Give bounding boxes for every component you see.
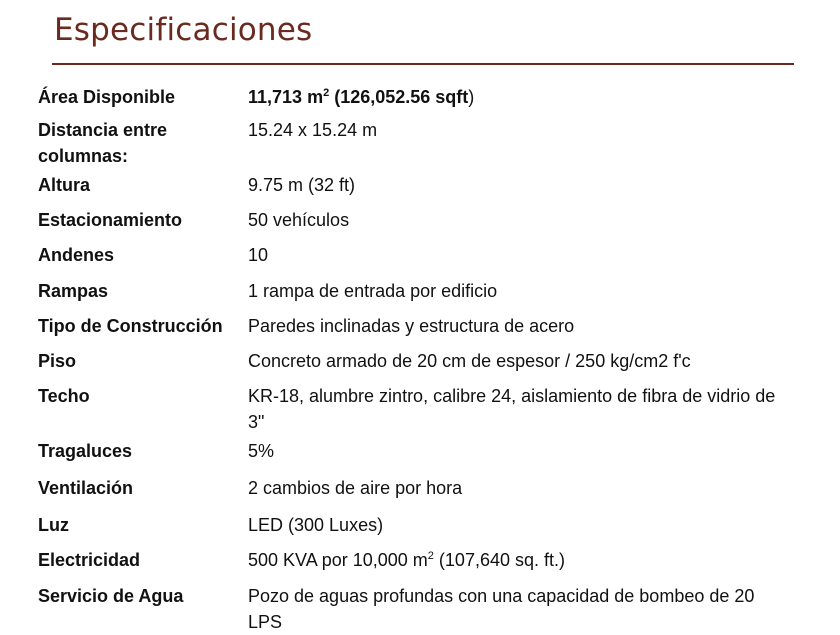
spec-value: Concreto armado de 20 cm de espesor / 250 kg/cm2 f'c (248, 351, 691, 371)
spec-label: Ventilación (38, 478, 134, 498)
spec-value: 9.75 m (32 ft) (248, 175, 356, 195)
spec-value (248, 547, 788, 573)
spec-value-area-tail: ) (468, 87, 475, 107)
spec-label: Electricidad (38, 550, 141, 570)
page-title: Especificaciones (54, 12, 313, 48)
spec-value (248, 84, 788, 110)
spec-label: Altura (38, 175, 91, 195)
spec-value: 50 vehículos (248, 210, 350, 230)
spec-label: Piso (38, 351, 77, 371)
spec-value: 15.24 x 15.24 m (248, 120, 378, 140)
spec-label: Techo (38, 386, 90, 406)
spec-label: Luz (38, 515, 69, 535)
spec-label: Andenes (38, 245, 115, 265)
spec-value-electricity-post: (107,640 sq. ft.) (433, 550, 565, 570)
spec-value: LED (300 Luxes) (248, 515, 384, 535)
spec-label: Área Disponible (38, 87, 176, 107)
spec-value: Pozo de aguas profundas con una capacidad de bombeo de 20 LPS (248, 586, 755, 632)
spec-value-area-sqft: (126,052.56 sqft (329, 87, 469, 107)
spec-label: Estacionamiento (38, 210, 183, 230)
spec-value: 1 rampa de entrada por edificio (248, 281, 498, 301)
spec-value: Paredes inclinadas y estructura de acero (248, 316, 575, 336)
spec-label: Distancia entre columnas: (38, 120, 168, 166)
spec-label: Servicio de Agua (38, 586, 184, 606)
spec-value-electricity-sup: 2 (427, 550, 434, 562)
spec-value: KR-18, alumbre zintro, calibre 24, aislamiento de fibra de vidrio de 3" (248, 386, 776, 432)
spec-value-electricity-pre: 500 KVA por 10,000 m (248, 550, 428, 570)
spec-label: Rampas (38, 281, 109, 301)
spec-value-area-main: 11,713 m (248, 87, 324, 107)
spec-label: Tipo de Construcción (38, 316, 223, 336)
spec-value-area-sup: 2 (323, 87, 330, 99)
spec-value: 2 cambios de aire por hora (248, 478, 463, 498)
title-divider (52, 63, 794, 65)
spec-label: Tragaluces (38, 441, 133, 461)
spec-value: 10 (248, 245, 269, 265)
spec-value: 5% (248, 441, 275, 461)
